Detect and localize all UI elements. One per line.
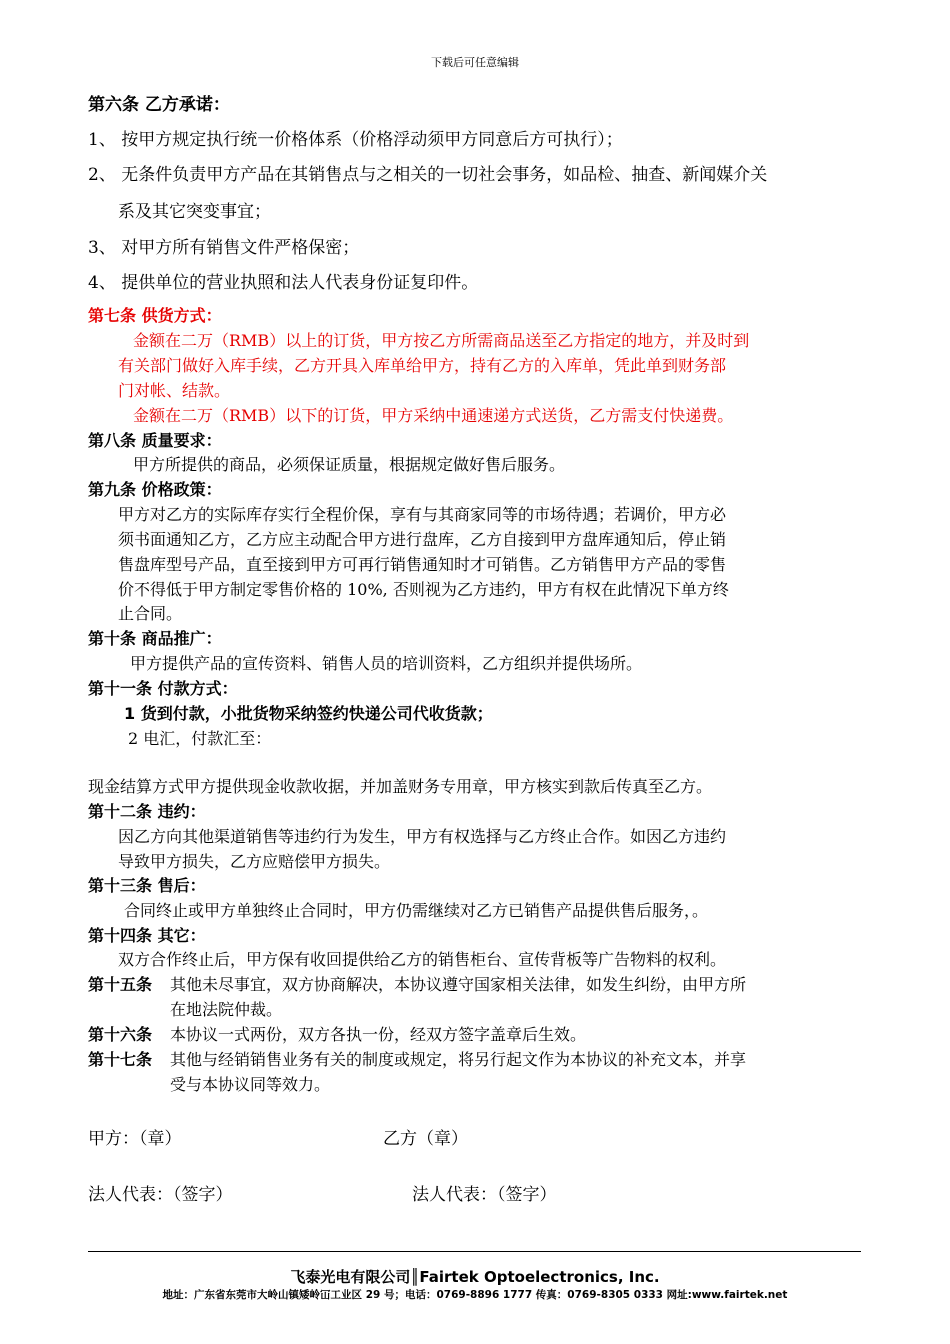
- party-a-seal: 甲方：（章）: [88, 1129, 182, 1149]
- article-17-line-1: 其他与经销销售业务有关的制度或规定，将另行起文作为本协议的补充文本，并享: [170, 1050, 747, 1069]
- article-12-line-1: 因乙方向其他渠道销售等违约行为发生，甲方有权选择与乙方终止合作。如因乙方违约: [118, 827, 727, 846]
- article-16-label: 第十六条: [88, 1025, 153, 1044]
- article-11-title: 第十一条 付款方式：: [88, 679, 238, 698]
- article-13-para: 合同终止或甲方单独终止合同时，甲方仍需继续对乙方已销售产品提供售后服务，。: [124, 901, 709, 920]
- article-12-title: 第十二条 违约：: [88, 802, 206, 821]
- article-7-title: 第七条 供货方式：: [88, 306, 222, 325]
- article-7-para-1-line-1: 金额在二万（RMB）以上的订货，甲方按乙方所需商品送至乙方指定的地方，并及时到: [133, 331, 750, 350]
- article-10-title: 第十条 商品推广：: [88, 629, 222, 648]
- article-15-line-2: 在地法院仲裁。: [170, 1000, 283, 1019]
- header-note: 下载后可任意编辑: [431, 56, 519, 69]
- article-6-item-3: 3、 对甲方所有销售文件严格保密；: [88, 238, 360, 258]
- article-6-item-2-cont: 系及其它突变事宜；: [118, 202, 271, 222]
- article-7-para-1-line-2: 有关部门做好入库手续，乙方开具入库单给甲方，持有乙方的入库单，凭此单到财务部: [118, 356, 727, 375]
- article-15-label: 第十五条: [88, 975, 153, 994]
- footer-address: 地址：广东省东莞市大岭山镇矮岭冚工业区 29 号；电话：0769-8896 1777 传真：0769-8305 0333 网址:www.fairtek.net: [162, 1289, 788, 1301]
- article-17-line-2: 受与本协议同等效力。: [170, 1075, 331, 1094]
- footer-divider: [88, 1251, 861, 1252]
- article-9-title: 第九条 价格政策：: [88, 480, 222, 499]
- article-8-title: 第八条 质量要求：: [88, 431, 222, 450]
- article-16-line-1: 本协议一式两份，双方各执一份，经双方签字盖章后生效。: [170, 1025, 587, 1044]
- article-17-label: 第十七条: [88, 1050, 153, 1069]
- article-11-cash-settlement: 现金结算方式甲方提供现金收款收据，并加盖财务专用章，甲方核实到款后传真至乙方。: [88, 777, 713, 796]
- article-14-title: 第十四条 其它：: [88, 926, 206, 945]
- article-15-line-1: 其他未尽事宜，双方协商解决，本协议遵守国家相关法律，如发生纠纷，由甲方所: [170, 975, 747, 994]
- article-6-title: 第六条 乙方承诺：: [88, 95, 230, 115]
- article-7-para-1-line-3: 门对帐、结款。: [118, 381, 231, 400]
- party-b-seal: 乙方（章）: [383, 1129, 468, 1149]
- article-11-item-1: 1 货到付款，小批货物采纳签约快递公司代收货款；: [124, 704, 493, 723]
- article-12-line-2: 导致甲方损失，乙方应赔偿甲方损失。: [118, 852, 391, 871]
- footer-company: 飞泰光电有限公司║Fairtek Optoelectronics, Inc.: [290, 1268, 660, 1286]
- article-9-line-5: 止合同。: [118, 604, 183, 623]
- article-14-para: 双方合作终止后，甲方保有收回提供给乙方的销售柜台、宣传背板等广告物料的权利。: [118, 950, 727, 969]
- article-13-title: 第十三条 售后：: [88, 876, 206, 895]
- article-11-item-2: 2 电汇，付款汇至：: [128, 729, 272, 748]
- article-10-para: 甲方提供产品的宣传资料、销售人员的培训资料，乙方组织并提供场所。: [130, 654, 643, 673]
- article-7-para-2: 金额在二万（RMB）以下的订货，甲方采纳中通速递方式送货，乙方需支付快递费。: [133, 406, 734, 425]
- article-6-item-1: 1、 按甲方规定执行统一价格体系（价格浮动须甲方同意后方可执行）；: [88, 130, 623, 150]
- article-9-line-1: 甲方对乙方的实际库存实行全程价保，享有与其商家同等的市场待遇；若调价，甲方必: [118, 505, 727, 524]
- article-9-line-3: 售盘库型号产品，直至接到甲方可再行销售通知时才可销售。乙方销售甲方产品的零售: [118, 555, 727, 574]
- article-6-item-4: 4、 提供单位的营业执照和法人代表身份证复印件。: [88, 273, 479, 293]
- party-a-representative: 法人代表：（签字）: [88, 1185, 233, 1205]
- article-9-line-2: 须书面通知乙方，乙方应主动配合甲方进行盘库，乙方自接到甲方盘库通知后，停止销: [118, 530, 727, 549]
- party-b-representative: 法人代表：（签字）: [412, 1185, 557, 1205]
- article-8-para: 甲方所提供的商品，必须保证质量，根据规定做好售后服务。: [133, 455, 566, 474]
- article-6-item-2: 2、 无条件负责甲方产品在其销售点与之相关的一切社会事务，如品检、抽查、新闻媒介关: [88, 165, 768, 185]
- article-9-line-4: 价不得低于甲方制定零售价格的 10%, 否则视为乙方违约，甲方有权在此情况下单方终: [118, 580, 729, 599]
